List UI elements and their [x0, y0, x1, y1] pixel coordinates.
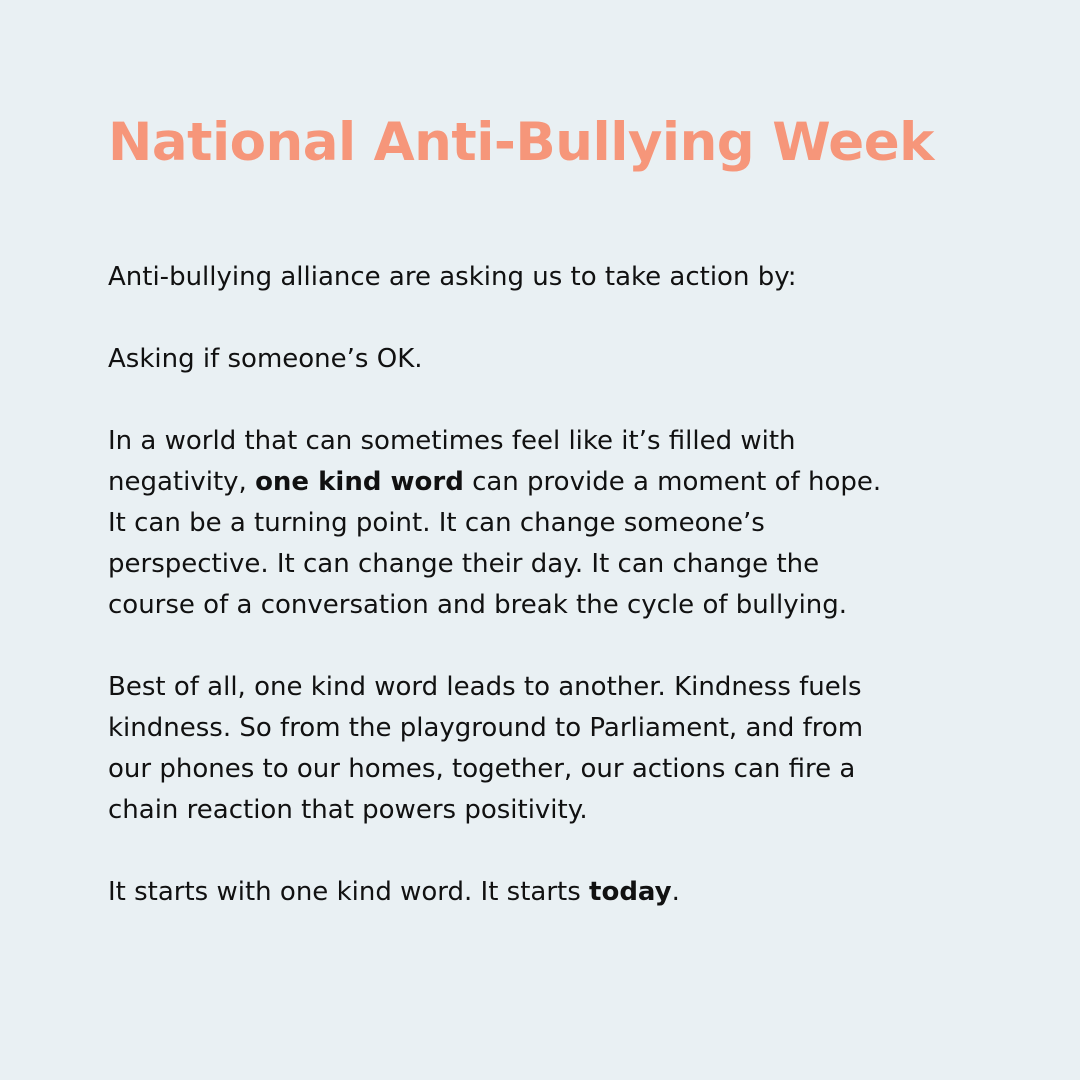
text-span: negativity,: [108, 467, 256, 497]
paragraph-line: [108, 462, 968, 503]
page-title: National Anti-Bullying Week: [108, 112, 934, 173]
kind-word-paragraph: [108, 421, 968, 626]
body-text: [108, 257, 968, 913]
paragraph-line: course of a conversation and break the cycle of bullying.: [108, 590, 848, 620]
closing-text: [108, 872, 968, 913]
asking-text: Asking if someone’s OK.: [108, 344, 423, 374]
emphasis-one-kind-word: one kind word: [255, 467, 464, 497]
paragraph-line: It can be a turning point. It can change someone’s: [108, 508, 765, 538]
text-span: It starts with one kind word. It starts: [108, 877, 590, 907]
paragraph-line: In a world that can sometimes feel like it’s filled with: [108, 426, 796, 456]
paragraph-line: our phones to our homes, together, our actions can fire a: [108, 754, 856, 784]
emphasis-today: today: [589, 877, 672, 907]
kindness-paragraph: [108, 667, 968, 831]
post-card: [108, 0, 1008, 1080]
intro-text: Anti-bullying alliance are asking us to take action by:: [108, 262, 797, 292]
paragraph-line: chain reaction that powers positivity.: [108, 795, 588, 825]
paragraph-line: Best of all, one kind word leads to another. Kindness fuels: [108, 672, 862, 702]
text-span: can provide a moment of hope.: [463, 467, 882, 497]
text-span: .: [671, 877, 680, 907]
paragraph-line: kindness. So from the playground to Parliament, and from: [108, 713, 864, 743]
paragraph-line: perspective. It can change their day. It can change the: [108, 549, 820, 579]
